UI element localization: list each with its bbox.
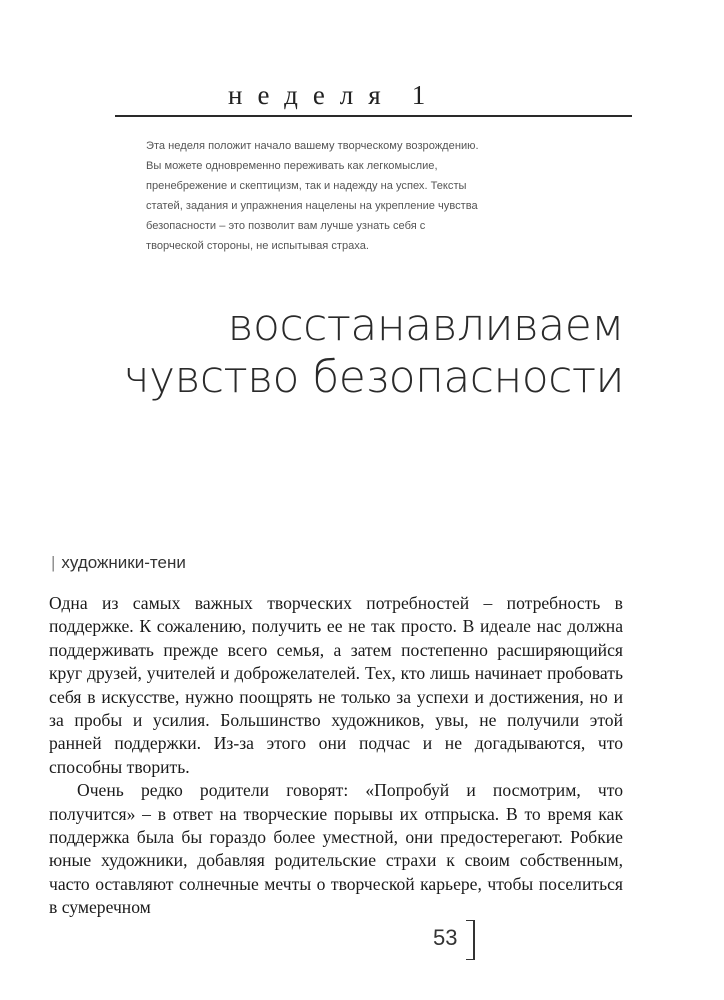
section-heading [51,552,186,574]
week-header [228,78,425,112]
week-number: 1 [411,80,426,110]
chapter-title-line2: чувство безопасности [123,352,624,403]
chapter-title [124,300,624,404]
body-paragraph-1: Одна из самых важных творческих потребностей – потребность в поддержке. К сожалению, получить ее не так просто. В идеале нас должна поддерживать прежде всего семья, а затем постепенно расширяющийся круг друзей, учителей и доброжелателей. Тех, кто лишь начинает пробовать себя в искусстве, нужно поощрять не только за успехи и достижения, но и за пробы и усилия. Большинство художников, увы, не получили этой ранней поддержки. Из-за этого они подчас и не догадываются, что способны творить. [49,593,623,777]
week-label: неделя [228,80,396,110]
header-rule [115,115,632,117]
section-heading-text: художники-тени [61,553,186,572]
intro-block [146,136,486,256]
intro-text: Эта неделя положит начало вашему творческому возрождению. Вы можете одновременно переживать как легкомыслие, пренебрежение и скептицизм, так и надежду на успех. Тексты статей, задания и упражнения нацелены на укрепление чувства безопасности – это позволит вам лучше узнать себя с творческой стороны, не испытывая страха. [146,140,479,252]
body-text [49,592,623,920]
page-number: 53 [433,925,458,950]
section-bar: | [51,553,56,572]
body-paragraph-2: Очень редко родители говорят: «Попробуй и посмотрим, что получится» – в ответ на творческие порывы их отпрыска. В то время как поддержка была бы гораздо более уместной, они предостерегают. Робкие юные художники, добавляя родительские страхи к своим собственным, часто оставляют солнечные мечты о творческой карьере, чтобы поселиться в сумеречном [49,780,623,918]
chapter-title-line1: восстанавливаем [227,300,624,351]
page-number-bracket [466,920,475,960]
